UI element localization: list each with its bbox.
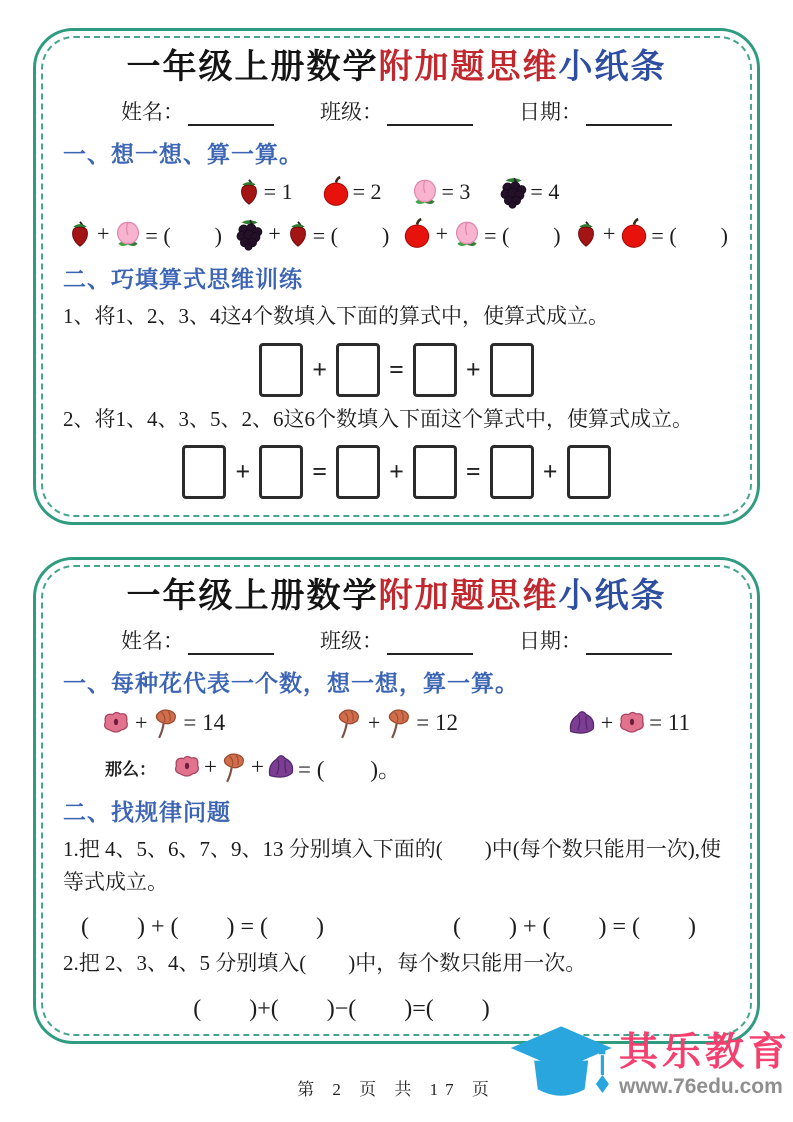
answer-box bbox=[182, 445, 226, 499]
brand-name: 其乐教育 bbox=[618, 1030, 791, 1074]
brand-website: www.76edu.com bbox=[618, 1075, 783, 1099]
name-field bbox=[121, 625, 274, 655]
grape-icon bbox=[496, 175, 530, 209]
fruit-equation-1: + = ( ) bbox=[65, 217, 222, 251]
student-info-row bbox=[63, 625, 730, 655]
brand-logo bbox=[509, 1018, 791, 1114]
student-info-row bbox=[63, 96, 730, 126]
iris-icon bbox=[565, 706, 599, 740]
fruit-equation-2: + = ( ) bbox=[232, 217, 389, 251]
worksheet-card-2 bbox=[33, 557, 760, 1044]
title-part-black: 一年级上册数学 bbox=[126, 578, 379, 615]
class-blank-line bbox=[387, 637, 473, 655]
worksheet-card-1 bbox=[33, 28, 760, 525]
tulip-icon bbox=[149, 706, 183, 740]
strawberry-icon bbox=[65, 219, 95, 249]
class-blank-line bbox=[387, 108, 473, 126]
paren-equations-row bbox=[63, 906, 730, 941]
fruit-equations-row bbox=[63, 217, 730, 251]
flower-equation-1: + = 14 bbox=[99, 706, 225, 740]
strawberry-icon bbox=[571, 219, 601, 249]
date-field bbox=[519, 625, 672, 655]
peach-icon bbox=[111, 217, 145, 251]
iris-icon bbox=[264, 750, 298, 784]
answer-box bbox=[336, 445, 380, 499]
brand-text-block bbox=[618, 1030, 791, 1100]
section-1-heading: 一、每种花代表一个数，想一想，算一算。 bbox=[63, 671, 519, 697]
strawberry-icon bbox=[234, 177, 264, 207]
fruit-equation-4: + = ( ) bbox=[571, 217, 728, 251]
page-title bbox=[63, 46, 730, 90]
apple-icon bbox=[319, 175, 353, 209]
answer-boxes-row-2: + = + = + bbox=[63, 445, 730, 499]
apple-icon bbox=[617, 217, 651, 251]
date-blank-line bbox=[586, 637, 672, 655]
name-field bbox=[121, 96, 274, 126]
title-part-red: 附加题思维 bbox=[378, 578, 559, 615]
name-blank-line bbox=[188, 637, 274, 655]
legend-grape: = 4 bbox=[496, 175, 559, 209]
answer-box bbox=[336, 343, 380, 397]
section-2-heading: 二、找规律问题 bbox=[63, 800, 231, 826]
poppy-icon bbox=[615, 706, 649, 740]
answer-box bbox=[259, 445, 303, 499]
title-part-blue: 小纸条 bbox=[558, 578, 667, 615]
tulip-icon bbox=[382, 706, 416, 740]
so-label: 那么： bbox=[105, 759, 156, 779]
name-blank-line bbox=[188, 108, 274, 126]
question-1-text: 1、将1、2、3、4这4个数填入下面的算式中，使算式成立。 bbox=[63, 304, 609, 329]
flower-equations-row bbox=[63, 706, 730, 740]
page-number: 第 2 页 共 17 页 bbox=[297, 1080, 496, 1099]
legend-peach: = 3 bbox=[408, 175, 471, 209]
class-label: 班级： bbox=[320, 100, 383, 125]
name-label: 姓名： bbox=[121, 629, 184, 654]
poppy-icon bbox=[99, 706, 133, 740]
tulip-icon bbox=[217, 750, 251, 784]
date-field bbox=[519, 96, 672, 126]
tulip-icon bbox=[332, 706, 366, 740]
name-label: 姓名： bbox=[121, 100, 184, 125]
class-label: 班级： bbox=[320, 629, 383, 654]
flower-equation-3: + = 11 bbox=[565, 706, 690, 740]
apple-icon bbox=[400, 217, 434, 251]
flower-sum-blank: = ( )。 bbox=[297, 756, 402, 782]
fruit-equation-3: + = ( ) bbox=[400, 217, 561, 251]
date-label: 日期： bbox=[519, 100, 582, 125]
flower-equation-2: + = 12 bbox=[332, 706, 458, 740]
grape-icon bbox=[232, 217, 266, 251]
fruit-value-legend bbox=[63, 175, 730, 209]
answer-box bbox=[413, 343, 457, 397]
title-part-blue: 小纸条 bbox=[558, 49, 667, 86]
page-title bbox=[63, 575, 730, 619]
graduation-cap-icon bbox=[509, 1018, 617, 1114]
title-part-red: 附加题思维 bbox=[378, 49, 559, 86]
title-part-black: 一年级上册数学 bbox=[126, 49, 379, 86]
class-field bbox=[320, 625, 473, 655]
strawberry-icon bbox=[283, 219, 313, 249]
question-2-text: 2.把 2、3、4、5 分别填入( )中，每个数只能用一次。 bbox=[63, 951, 587, 976]
section-1-heading: 一、想一想、算一算。 bbox=[63, 142, 303, 168]
class-field bbox=[320, 96, 473, 126]
legend-strawberry: = 1 bbox=[234, 177, 293, 207]
answer-box bbox=[259, 343, 303, 397]
answer-box bbox=[567, 445, 611, 499]
date-blank-line bbox=[586, 108, 672, 126]
answer-boxes-row-1: + = + bbox=[63, 343, 730, 397]
peach-icon bbox=[408, 175, 442, 209]
paren-equation-left: ( ) + ( ) = ( ) bbox=[81, 914, 325, 941]
flower-sum-equation: 那么： + + = ( )。 bbox=[105, 750, 730, 784]
answer-box bbox=[490, 343, 534, 397]
peach-icon bbox=[450, 217, 484, 251]
answer-box bbox=[413, 445, 457, 499]
card-1-inner-border bbox=[41, 36, 752, 517]
section-2-heading: 二、巧填算式思维训练 bbox=[63, 267, 303, 293]
poppy-icon bbox=[170, 750, 204, 784]
paren-equation-right: ( ) + ( ) = ( ) bbox=[452, 914, 696, 941]
question-1-text: 1.把 4、5、6、7、9、13 分别填入下面的( )中(每个数只能用一次),使等式成立。 bbox=[63, 837, 721, 894]
answer-box bbox=[490, 445, 534, 499]
legend-apple: = 2 bbox=[319, 175, 382, 209]
card-2-inner-border bbox=[41, 565, 752, 1036]
question-2-text: 2、将1、4、3、5、2、6这6个数填入下面这个算式中，使算式成立。 bbox=[63, 406, 693, 431]
date-label: 日期： bbox=[519, 629, 582, 654]
paren-equation: ( )+( )−( )=( ) bbox=[193, 995, 490, 1022]
